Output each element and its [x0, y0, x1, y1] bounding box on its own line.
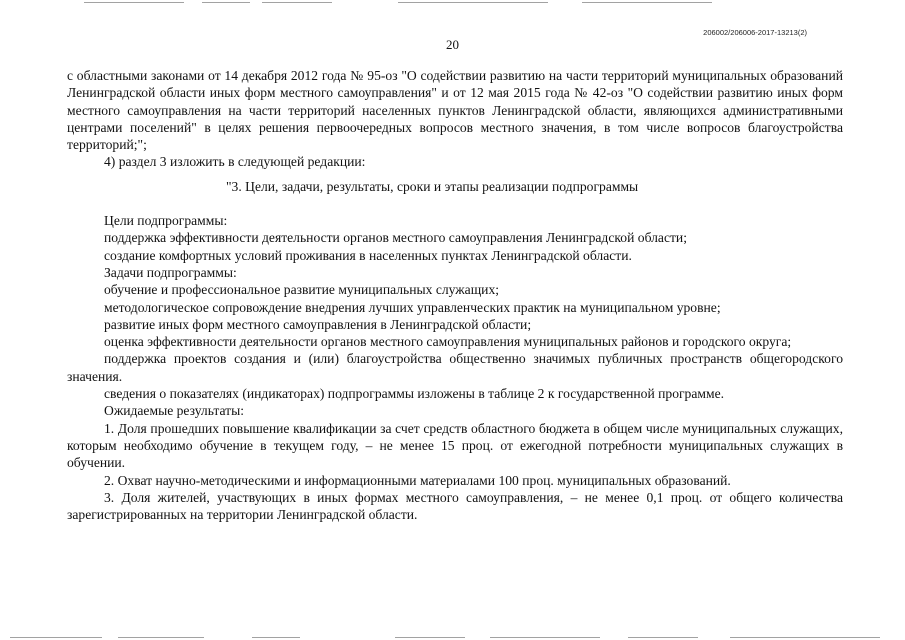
- scan-line-bottom-4: [395, 637, 465, 638]
- scan-line-bottom-2: [118, 637, 204, 638]
- result-item: 3. Доля жителей, участвующих в иных формах местного самоуправления, – не менее 0,1 проц. от общего количества зарегистрированных на территории Ленинградской области.: [67, 489, 843, 523]
- result-item: 1. Доля прошедших повышение квалификации за счет средств областного бюджета в общем числе муниципальных служащих, которым необходимо обучение в текущем году, – не менее 15 проц. от ежегодной потребности муниципальных служащих в обучении.: [67, 420, 843, 471]
- scan-line-bottom-3: [252, 637, 300, 638]
- task-item: обучение и профессиональное развитие муниципальных служащих;: [104, 282, 500, 298]
- tasks-title: Задачи подпрограммы:: [104, 264, 237, 280]
- scan-line-bottom-6: [628, 637, 698, 638]
- task-item: оценка эффективности деятельности органов местного самоуправления муниципальных районов и городского округа;: [104, 334, 792, 350]
- goal-item: создание комфортных условий проживания в населенных пунктах Ленинградской области.: [104, 247, 632, 263]
- section-heading: "3. Цели, задачи, результаты, сроки и этапы реализации подпрограммы: [226, 178, 639, 194]
- page-number: 20: [446, 37, 459, 52]
- item-4-paragraph: 4) раздел 3 изложить в следующей редакции:: [104, 154, 366, 170]
- goals-title: Цели подпрограммы:: [104, 213, 228, 229]
- result-item: 2. Охват научно-методическими и информационными материалами 100 проц. муниципальных образований.: [104, 472, 731, 488]
- indicators-note: сведения о показателях (индикаторах) подпрограммы изложены в таблице 2 к государственной программе.: [104, 386, 725, 402]
- scan-line-top-3: [262, 2, 332, 3]
- scan-line-top-5: [582, 2, 712, 3]
- document-body: [67, 67, 843, 523]
- scan-line-bottom-7: [730, 637, 880, 638]
- scan-line-bottom-5: [490, 637, 600, 638]
- results-title: Ожидаемые результаты:: [104, 403, 245, 419]
- scan-line-top-1: [84, 2, 184, 3]
- goal-item: поддержка эффективности деятельности органов местного самоуправления Ленинградской области;: [104, 230, 687, 246]
- task-item: развитие иных форм местного самоуправления в Ленинградской области;: [104, 316, 532, 332]
- scan-line-top-2: [202, 2, 250, 3]
- document-code: 206002/206006-2017-13213(2): [703, 28, 807, 37]
- scan-line-top-4: [398, 2, 548, 3]
- intro-paragraph: с областными законами от 14 декабря 2012 года № 95-оз "О содействии развитию на части территорий муниципальных образований Ленинградской области иных форм местного самоуправления" и от 12 мая 2015 года № 42-оз "О содействии развитию иных форм местного самоуправления на части территорий населенных пунктов Ленинградской области, являющихся административными центрами поселений" в целях решения первоочередных вопросов местного значения, в том числе вопросов благоустройства территорий;";: [67, 68, 843, 153]
- task-item: методологическое сопровождение внедрения лучших управленческих практик на муниципальном уровне;: [104, 299, 721, 315]
- task-item: поддержка проектов создания и (или) благоустройства общественно значимых публичных пространств общегородского значения.: [67, 351, 843, 384]
- scan-line-bottom-1: [10, 637, 102, 638]
